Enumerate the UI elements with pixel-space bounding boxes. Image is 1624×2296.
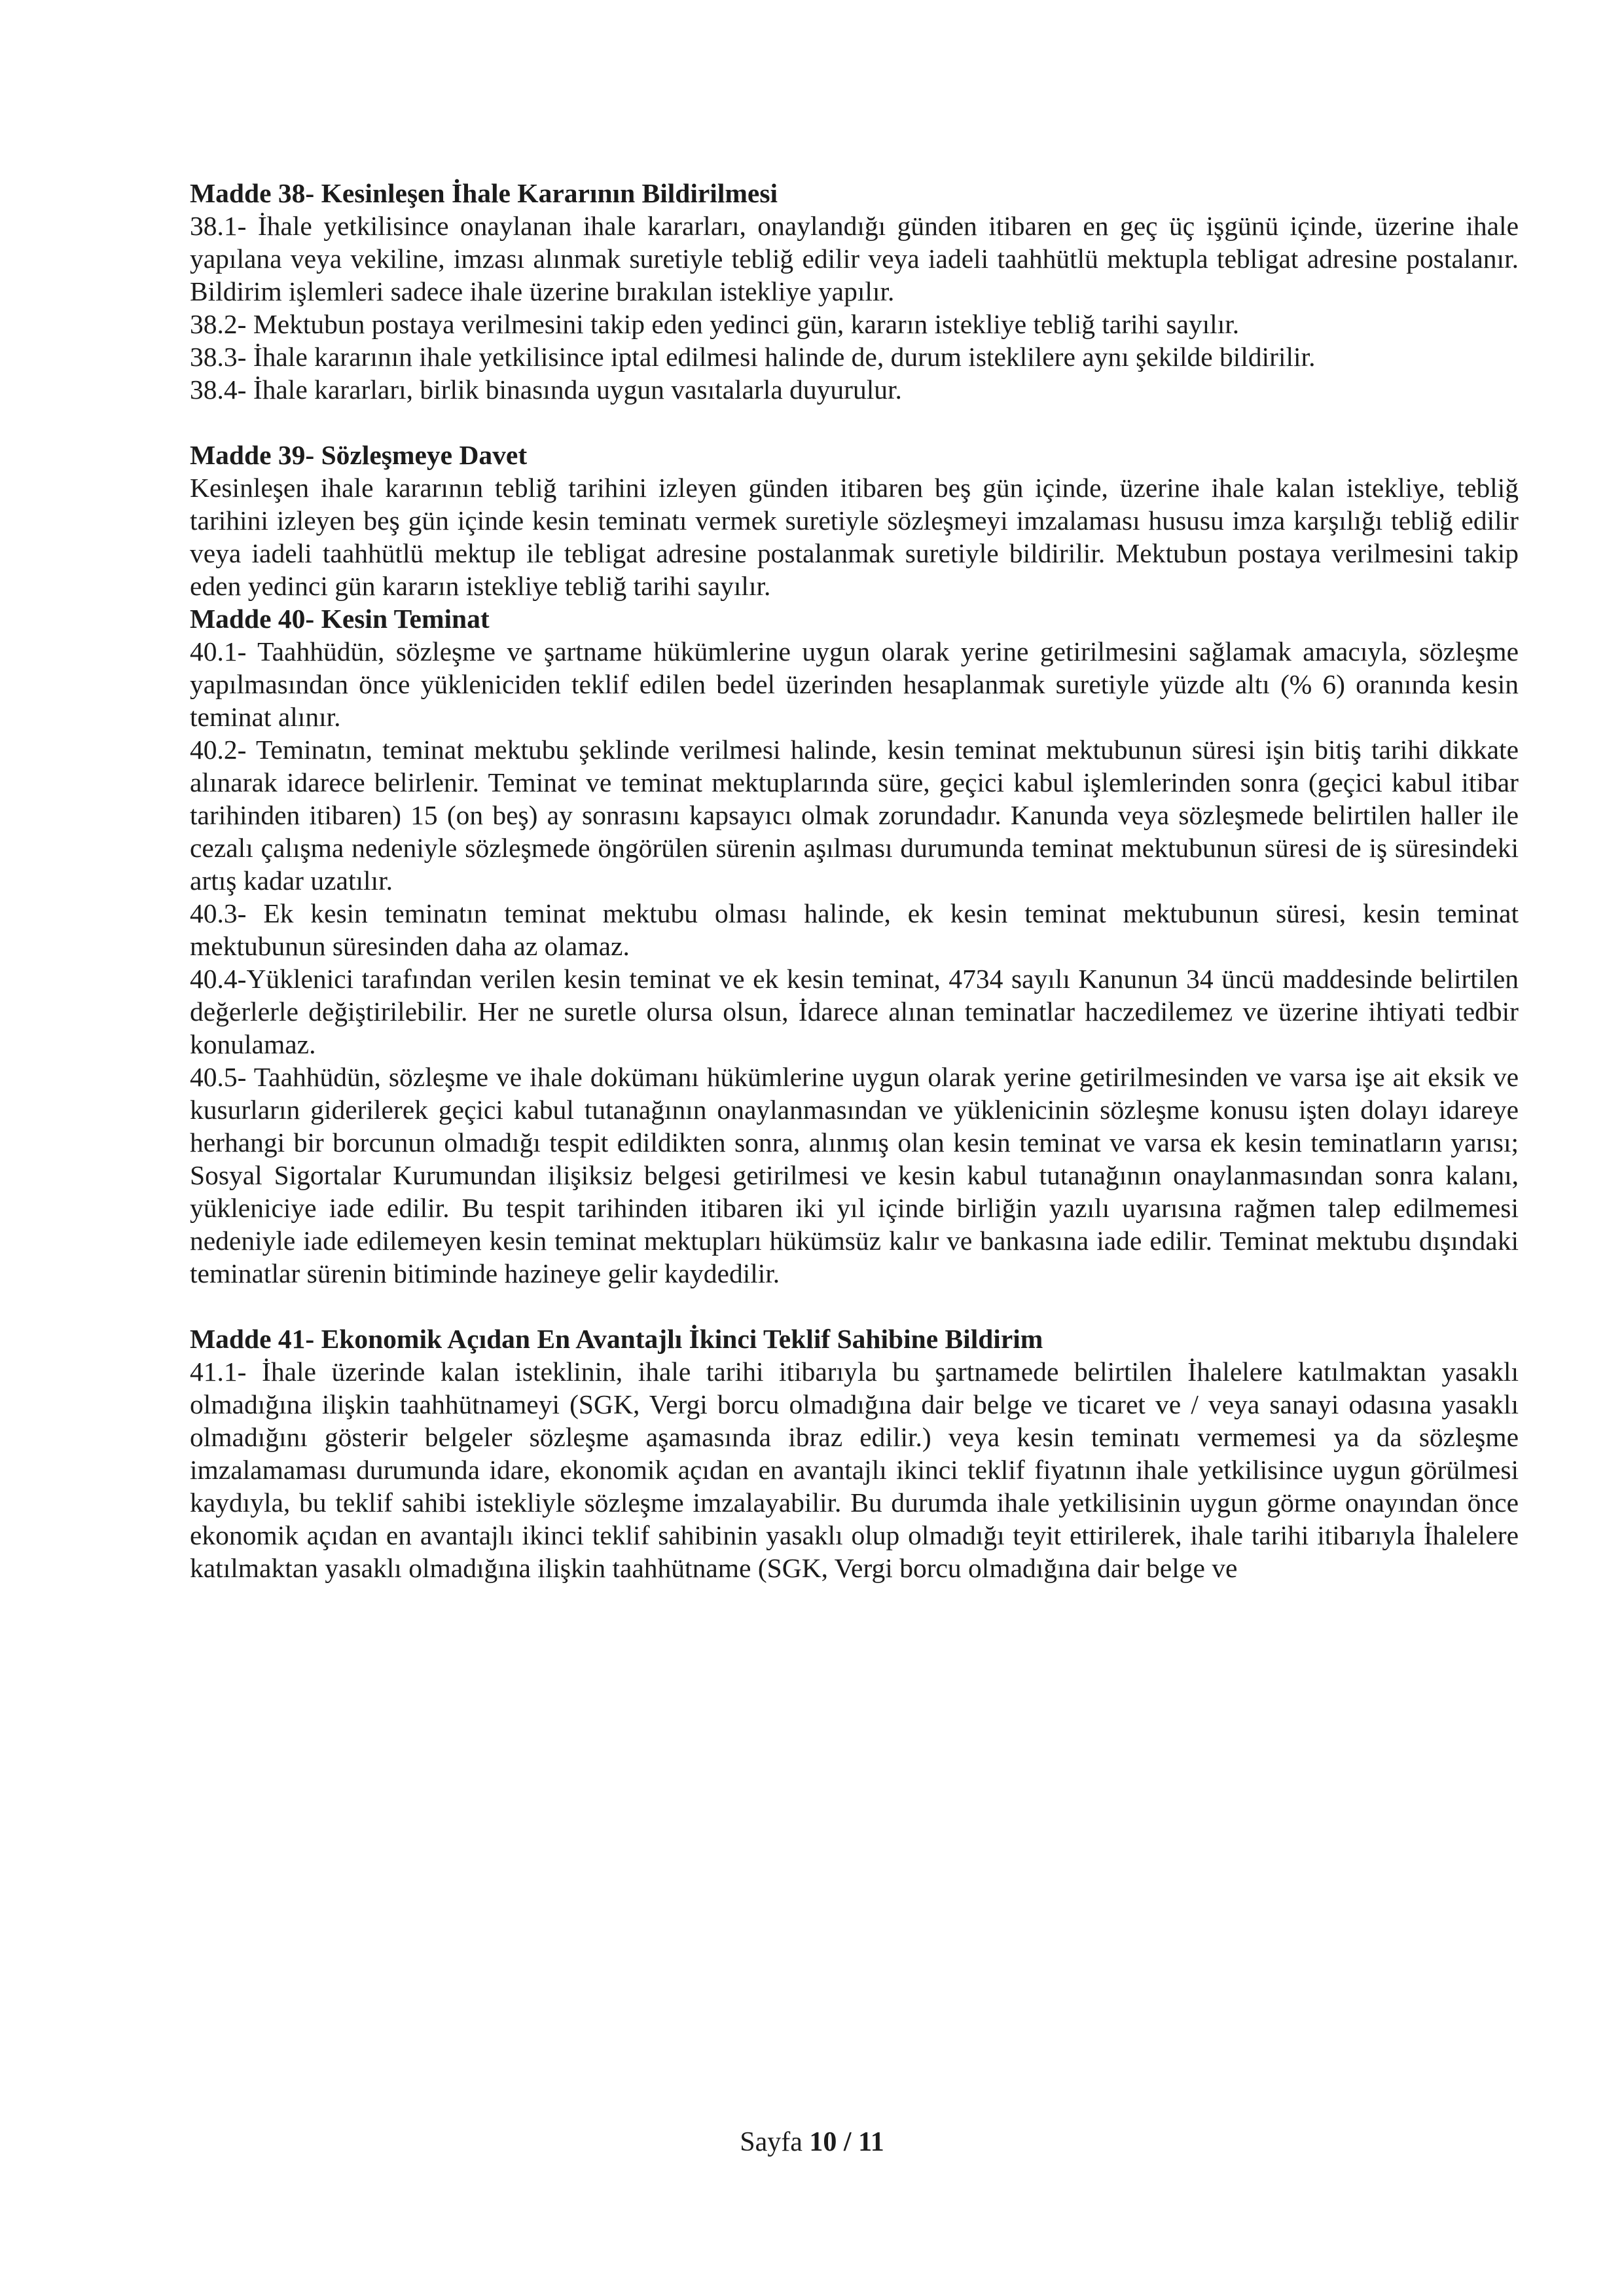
paragraph: Kesinleşen ihale kararının tebliğ tarihini izleyen günden itibaren beş gün içinde, üzerine ihale kalan istekliye, tebliğ tarihini izleyen beş gün içinde kesin teminatı vermek suretiyle sözleşmeyi imzalaması hususu imza karşılığı tebliğ edilir veya iadeli taahhütlü mektup ile tebligat adresine postalanmak suretiyle bildirilir. Mektubun postaya verilmesini takip eden yedinci gün kararın istekliye tebliğ tarihi sayılır. — [190, 473, 1519, 601]
paragraph: 40.2- Teminatın, teminat mektubu şeklinde verilmesi halinde, kesin teminat mektubunun süresi işin bitiş tarihi dikkate alınarak idarece belirlenir. Teminat ve teminat mektuplarında süre, geçici kabul işlemlerinden sonra (geçici kabul itibar tarihinden itibaren) 15 (on beş) ay sonrasını kapsayıcı olmak zorundadır. Kanunda veya sözleşmede belirtilen haller ile cezalı çalışma nedeniyle sözleşmede öngörülen sürenin aşılması durumunda teminat mektubunun süresi de iş süresindeki artış kadar uzatılır. — [190, 735, 1519, 896]
page-label: Sayfa — [740, 2127, 803, 2157]
section-madde-39 — [190, 439, 1519, 602]
page-current: 10 — [809, 2127, 837, 2157]
section-heading: Madde 38- Kesinleşen İhale Kararının Bildirilmesi — [190, 178, 778, 208]
section-heading: Madde 39- Sözleşmeye Davet — [190, 440, 528, 470]
section-heading: Madde 40- Kesin Teminat — [190, 604, 490, 634]
section-madde-41 — [190, 1322, 1519, 1584]
paragraph: 40.5- Taahhüdün, sözleşme ve ihale dokümanı hükümlerine uygun olarak yerine getirilmesinden ve varsa işe ait eksik ve kusurların giderilerek geçici kabul tutanağının onaylanmasından ve yüklenicinin sözleşme konusu işten dolayı idareye herhangi bir borcunun olmadığı tespit edildikten sonra, alınmış olan kesin teminat ve varsa ek kesin teminatların yarısı; Sosyal Sigortalar Kurumundan ilişiksiz belgesi getirilmesi ve kesin kabul tutanağının onaylanmasından sonra kalanı, yükleniciye iade edilir. Bu tespit tarihinden itibaren iki yıl içinde birliğin yazılı uyarısına rağmen talep edilmemesi nedeniyle iade edilemeyen kesin teminat mektupları hükümsüz kalır ve bankasına iade edilir. Teminat mektubu dışındaki teminatlar sürenin bitiminde hazineye gelir kaydedilir. — [190, 1062, 1519, 1288]
page-separator: / — [843, 2127, 852, 2157]
paragraph: 40.4-Yüklenici tarafından verilen kesin teminat ve ek kesin teminat, 4734 sayılı Kanunun 34 üncü maddesinde belirtilen değerlerle değiştirilebilir. Her ne suretle olursa olsun, İdarece alınan teminatlar haczedilemez ve üzerine ihtiyati tedbir konulamaz. — [190, 964, 1519, 1059]
paragraph: 38.4- İhale kararları, birlik binasında uygun vasıtalarla duyurulur. — [190, 374, 902, 405]
paragraph: 40.1- Taahhüdün, sözleşme ve şartname hükümlerine uygun olarak yerine getirilmesini sağlamak amacıyla, sözleşme yapılmasından önce yükleniciden teklif edilen bedel üzerinden hesaplanmak suretiyle yüzde altı (% 6) oranında kesin teminat alınır. — [190, 636, 1519, 732]
section-madde-38 — [190, 177, 1519, 406]
section-spacer — [190, 406, 1519, 439]
paragraph: 38.2- Mektubun postaya verilmesini takip eden yedinci gün, kararın istekliye tebliğ tarihi sayılır. — [190, 309, 1240, 339]
document-page — [190, 177, 1519, 1584]
section-spacer — [190, 1290, 1519, 1322]
section-madde-40 — [190, 602, 1519, 1290]
section-heading: Madde 41- Ekonomik Açıdan En Avantajlı İkinci Teklif Sahibine Bildirim — [190, 1324, 1043, 1354]
page-footer — [0, 2126, 1624, 2158]
paragraph: 40.3- Ek kesin teminatın teminat mektubu olması halinde, ek kesin teminat mektubunun süresi, kesin teminat mektubunun süresinden daha az olamaz. — [190, 898, 1519, 961]
paragraph: 38.3- İhale kararının ihale yetkilisince iptal edilmesi halinde de, durum isteklilere aynı şekilde bildirilir. — [190, 342, 1316, 372]
page-total: 11 — [858, 2127, 884, 2157]
paragraph: 41.1- İhale üzerinde kalan isteklinin, ihale tarihi itibarıyla bu şartnamede belirtilen İhalelere katılmaktan yasaklı olmadığına ilişkin taahhütnameyi (SGK, Vergi borcu olmadığına dair belge ve ticaret ve / veya sanayi odasına yasaklı olmadığını gösterir belgeler sözleşme aşamasında ibraz edilir.) veya kesin teminatı vermemesi ya da sözleşme imzalamaması durumunda idare, ekonomik açıdan en avantajlı ikinci teklif fiyatının ihale yetkilisince uygun görülmesi kaydıyla, bu teklif sahibi istekliyle sözleşme imzalayabilir. Bu durumda ihale yetkilisinin uygun görme onayından önce ekonomik açıdan en avantajlı ikinci teklif sahibinin yasaklı olup olmadığı teyit ettirilerek, ihale tarihi itibarıyla İhalelere katılmaktan yasaklı olmadığına ilişkin taahhütname (SGK, Vergi borcu olmadığına dair belge ve — [190, 1357, 1519, 1583]
paragraph: 38.1- İhale yetkilisince onaylanan ihale kararları, onaylandığı günden itibaren en geç üç işgünü içinde, üzerine ihale yapılana veya vekiline, imzası alınmak suretiyle tebliğ edilir veya iadeli taahhütlü mektupla tebligat adresine postalanır. Bildirim işlemleri sadece ihale üzerine bırakılan istekliye yapılır. — [190, 211, 1519, 306]
